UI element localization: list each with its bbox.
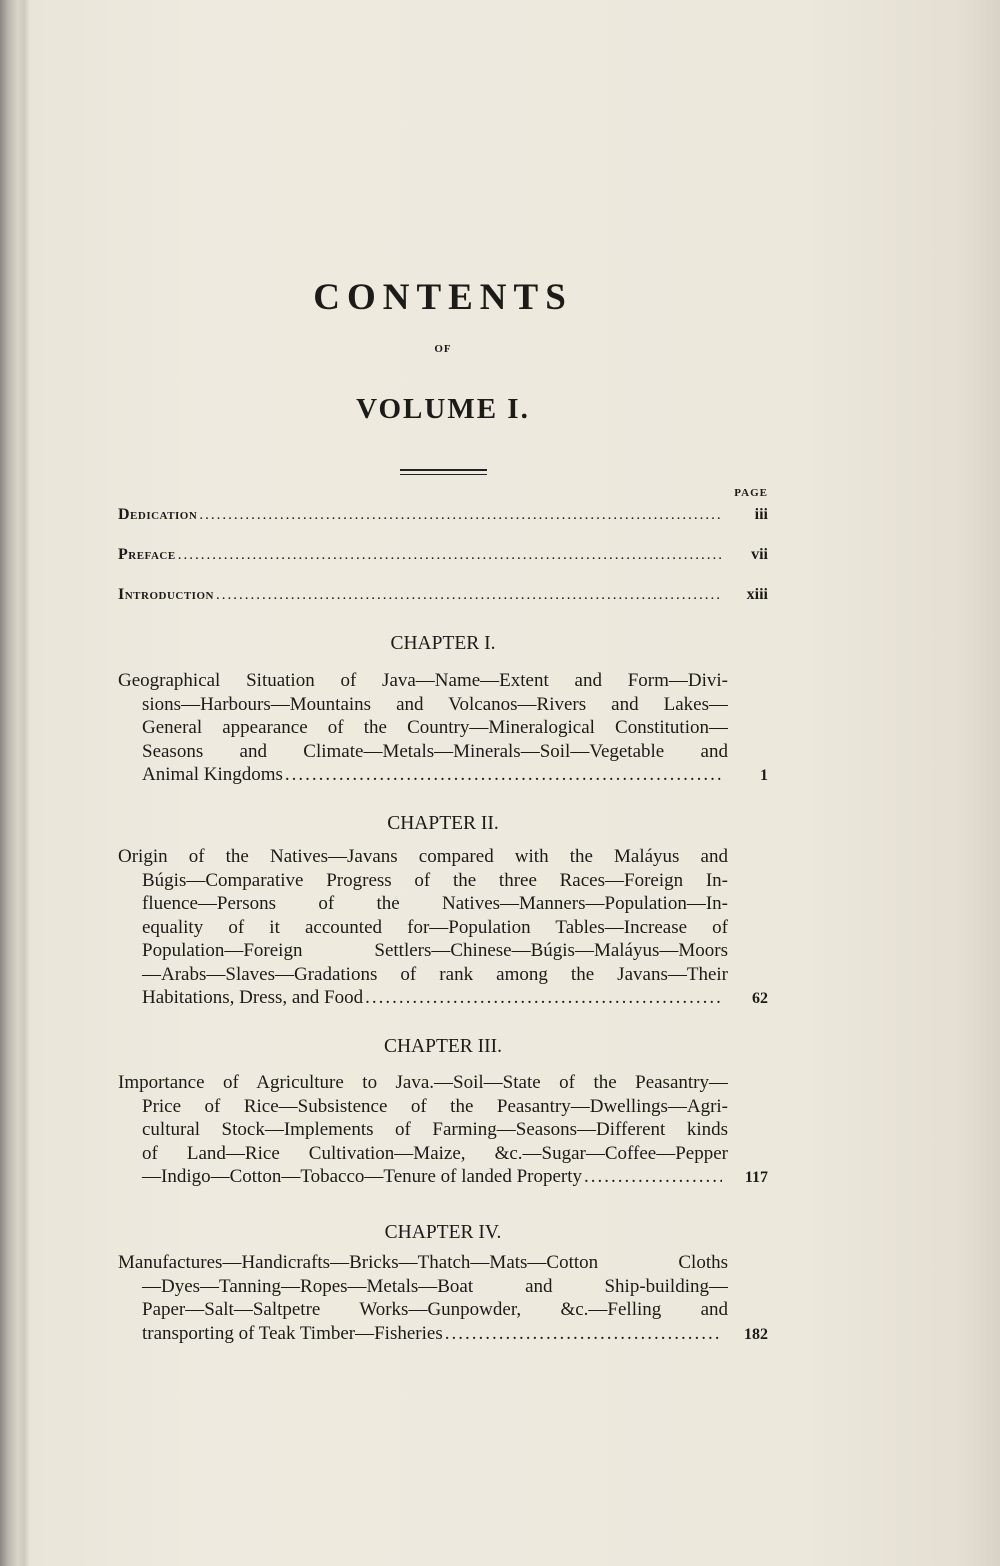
volume-title: VOLUME I.	[356, 393, 530, 425]
summary-line: General appearance of the Country—Mineralogical Constitution—	[142, 717, 728, 738]
summary-line: Paper—Salt—Saltpetre Works—Gunpowder, &c.—Felling and	[142, 1299, 728, 1320]
summary-last-line	[118, 986, 768, 1010]
chapter-summary[interactable]	[118, 845, 768, 1010]
page-number: 1	[760, 767, 768, 784]
summary-line: Price of Rice—Subsistence of the Peasantry—Dwellings—Agri-	[142, 1095, 728, 1117]
page-number: 182	[744, 1325, 768, 1343]
summary-line: —Dyes—Tanning—Ropes—Metals—Boat and Ship-building—	[142, 1275, 728, 1297]
dot-leader	[178, 547, 722, 564]
summary-line: Geographical Situation of Java—Name—Extent and Form—Divi-	[118, 670, 728, 691]
summary-line: Importance of Agriculture to Java.—Soil—State of the Peasantry—	[118, 1072, 728, 1093]
toc-entry-dedication[interactable]	[118, 506, 768, 524]
chapter-heading: CHAPTER I.	[390, 633, 496, 654]
chapter-summary[interactable]	[118, 1251, 768, 1345]
summary-last-line	[118, 1165, 768, 1189]
entry-label: Preface	[118, 546, 176, 563]
summary-line: Seasons and Climate—Metals—Minerals—Soil—Vegetable and	[142, 740, 728, 762]
summary-line: cultural Stock—Implements of Farming—Seasons—Different kinds	[142, 1119, 728, 1140]
summary-line: Búgis—Comparative Progress of the three Races—Foreign In-	[142, 869, 728, 891]
summary-line: Population—Foreign Settlers—Chinese—Búgis—Maláyus—Moors	[142, 940, 728, 961]
page-number: iii	[754, 506, 768, 523]
toc-entry-introduction[interactable]	[118, 586, 768, 604]
summary-line: —Indigo—Cotton—Tobacco—Tenure of landed Property	[142, 1166, 583, 1187]
summary-line: transporting of Teak Timber—Fisheries	[142, 1322, 443, 1344]
dot-leader	[285, 763, 722, 787]
summary-line: Manufactures—Handicrafts—Bricks—Thatch—Mats—Cotton Cloths	[118, 1252, 728, 1273]
of-label: OF	[434, 343, 452, 355]
page-number: vii	[751, 546, 768, 563]
page-number: 62	[752, 990, 768, 1007]
dot-leader	[199, 507, 722, 524]
dot-leader	[584, 1165, 722, 1189]
dot-leader	[445, 1322, 722, 1346]
summary-last-line	[118, 1322, 768, 1346]
summary-line: Origin of the Natives—Javans compared with the Maláyus and	[118, 846, 728, 867]
chapter-heading: CHAPTER IV.	[384, 1222, 502, 1243]
chapter-summary[interactable]	[118, 1071, 768, 1189]
summary-last-line	[118, 763, 768, 787]
page-number: xiii	[746, 586, 768, 603]
chapter-heading: CHAPTER II.	[387, 813, 499, 834]
contents-title: CONTENTS	[313, 277, 573, 318]
entry-label: Introduction	[118, 586, 214, 603]
summary-line: —Arabs—Slaves—Gradations of rank among the Javans—Their	[142, 963, 728, 985]
summary-line: Animal Kingdoms	[142, 764, 283, 785]
dot-leader	[365, 986, 722, 1010]
page-number: 117	[744, 1169, 768, 1186]
double-rule-divider	[400, 469, 487, 475]
chapter-summary[interactable]	[118, 669, 768, 787]
entry-label: Dedication	[118, 506, 198, 523]
summary-line: equality of it accounted for—Population Tables—Increase of	[142, 916, 728, 938]
summary-line: of Land—Rice Cultivation—Maize, &c.—Sugar—Coffee—Pepper	[142, 1142, 728, 1164]
page-column-header: PAGE	[734, 487, 768, 499]
dot-leader	[216, 587, 722, 604]
chapter-heading: CHAPTER III.	[383, 1036, 503, 1057]
toc-entry-preface[interactable]	[118, 546, 768, 564]
summary-line: fluence—Persons of the Natives—Manners—Population—In-	[142, 893, 728, 914]
summary-line: Habitations, Dress, and Food	[142, 987, 364, 1008]
summary-line: sions—Harbours—Mountains and Volcanos—Rivers and Lakes—	[142, 693, 728, 715]
